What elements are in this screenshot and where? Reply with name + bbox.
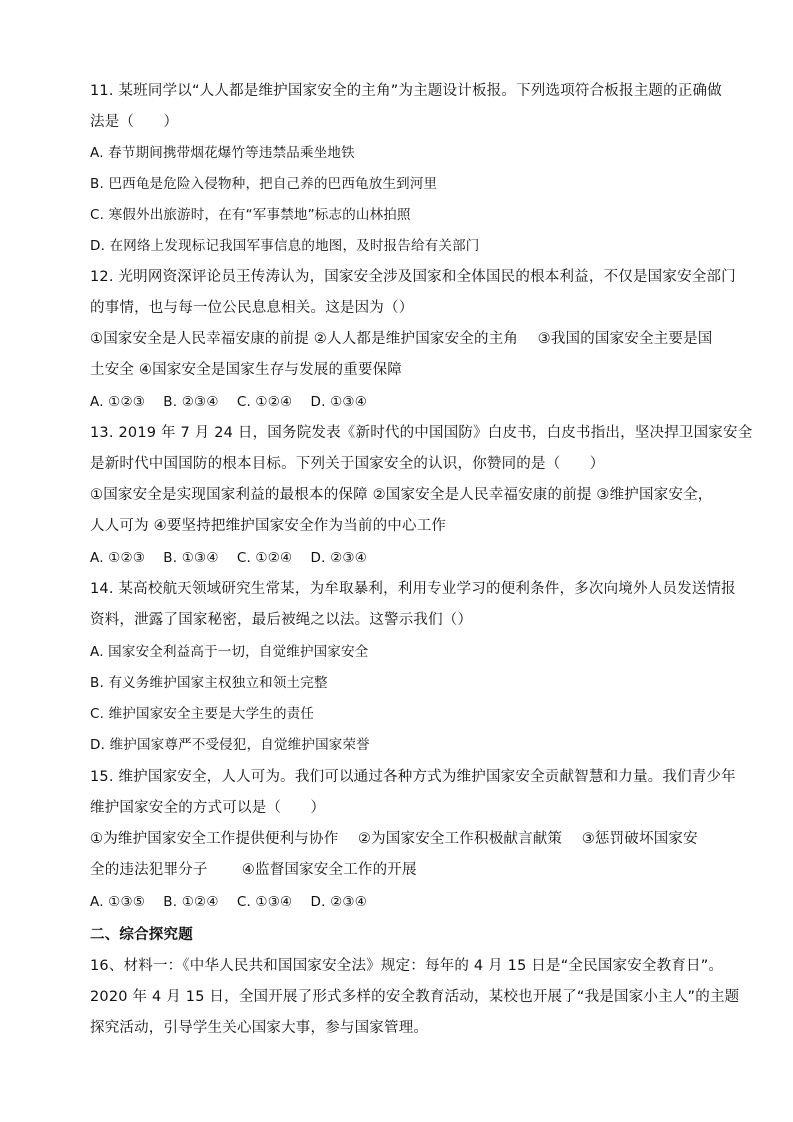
q11-option-c: C. 寒假外出旅游时，在有“军事禁地”标志的山林拍照 (90, 207, 411, 223)
q13-statements-line-1: ①国家安全是实现国家利益的最根本的保障 ②国家安全是人民幸福安康的前提 ③维护国家安全， (90, 487, 713, 503)
q12-statements-line-2: 土安全 ④国家安全是国家生存与发展的重要保障 (90, 362, 403, 378)
q15-stem-line-1: 15. 维护国家安全，人人可为。我们可以通过各种方式为维护国家安全贡献智慧和力量。我们青少年 (90, 769, 736, 785)
q13-stem-line-2: 是新时代中国国防的根本目标。下列关于国家安全的认识，你赞同的是（ ） (90, 456, 605, 472)
q14-option-b: B. 有义务维护国家主权独立和领土完整 (90, 675, 328, 691)
q15-statements-line-2: 全的违法犯罪分子 ④监督国家安全工作的开展 (90, 862, 417, 878)
q11-option-b: B. 巴西龟是危险入侵物种，把自己养的巴西龟放生到河里 (90, 176, 438, 192)
q15-stem-line-2: 维护国家安全的方式可以是（ ） (90, 800, 326, 816)
q15-options: A. ①③⑤ B. ①②④ C. ①③④ D. ②③④ (90, 894, 368, 910)
q12-stem-line-2: 的事情，也与每一位公民息息相关。这是因为（） (90, 300, 414, 316)
q11-stem-line-1: 11. 某班同学以“人人都是维护国家安全的主角”为主题设计板报。下列选项符合板报主题的正确做 (90, 83, 722, 99)
q14-option-c: C. 维护国家安全主要是大学生的责任 (90, 706, 315, 722)
q13-statements-line-2: 人人可为 ④要坚持把维护国家安全作为当前的中心工作 (90, 518, 447, 534)
q12-statements-line-1: ①国家安全是人民幸福安康的前提 ②人人都是维护国家安全的主角 ③我国的国家安全主要是国 (90, 331, 713, 347)
q14-option-d: D. 维护国家尊严不受侵犯，自觉维护国家荣誉 (90, 737, 370, 753)
q11-option-a: A. 春节期间携带烟花爆竹等违禁品乘坐地铁 (90, 145, 355, 161)
q13-stem-line-1: 13. 2019 年 7 月 24 日，国务院发表《新时代的中国国防》白皮书，白皮书指出，坚决捍卫国家安全 (90, 425, 753, 441)
q14-stem-line-2: 资料，泄露了国家秘密，最后被绳之以法。这警示我们（） (90, 612, 473, 628)
q12-options: A. ①②③ B. ②③④ C. ①②④ D. ①③④ (90, 394, 368, 410)
q14-stem-line-1: 14. 某高校航天领域研究生常某，为牟取暴利，利用专业学习的便利条件，多次向境外人员发送情报 (90, 581, 736, 597)
q16-material-line-3: 探究活动，引导学生关心国家大事，参与国家管理。 (90, 1020, 429, 1036)
q11-stem-line-2: 法是（ ） (90, 114, 179, 130)
section-heading: 二、综合探究题 (90, 927, 193, 943)
q16-material-line-1: 16、材料一：《中华人民共和国国家安全法》规定：每年的 4 月 15 日是“全民国家安全教育日”。 (90, 958, 724, 974)
q15-statements-line-1: ①为维护国家安全工作提供便利与协作 ②为国家安全工作积极献言献策 ③惩罚破坏国家安 (90, 831, 698, 847)
q14-option-a: A. 国家安全利益高于一切，自觉维护国家安全 (90, 644, 369, 660)
q12-stem-line-1: 12. 光明网资深评论员王传涛认为，国家安全涉及国家和全体国民的根本利益，不仅是国家安全部门 (90, 269, 736, 285)
q13-options: A. ①②③ B. ①③④ C. ①②④ D. ②③④ (90, 550, 368, 566)
q11-option-d: D. 在网络上发现标记我国军事信息的地图，及时报告给有关部门 (90, 238, 480, 254)
q16-material-line-2: 2020 年 4 月 15 日，全国开展了形式多样的安全教育活动，某校也开展了“我是国家小主人”的主题 (90, 989, 740, 1005)
